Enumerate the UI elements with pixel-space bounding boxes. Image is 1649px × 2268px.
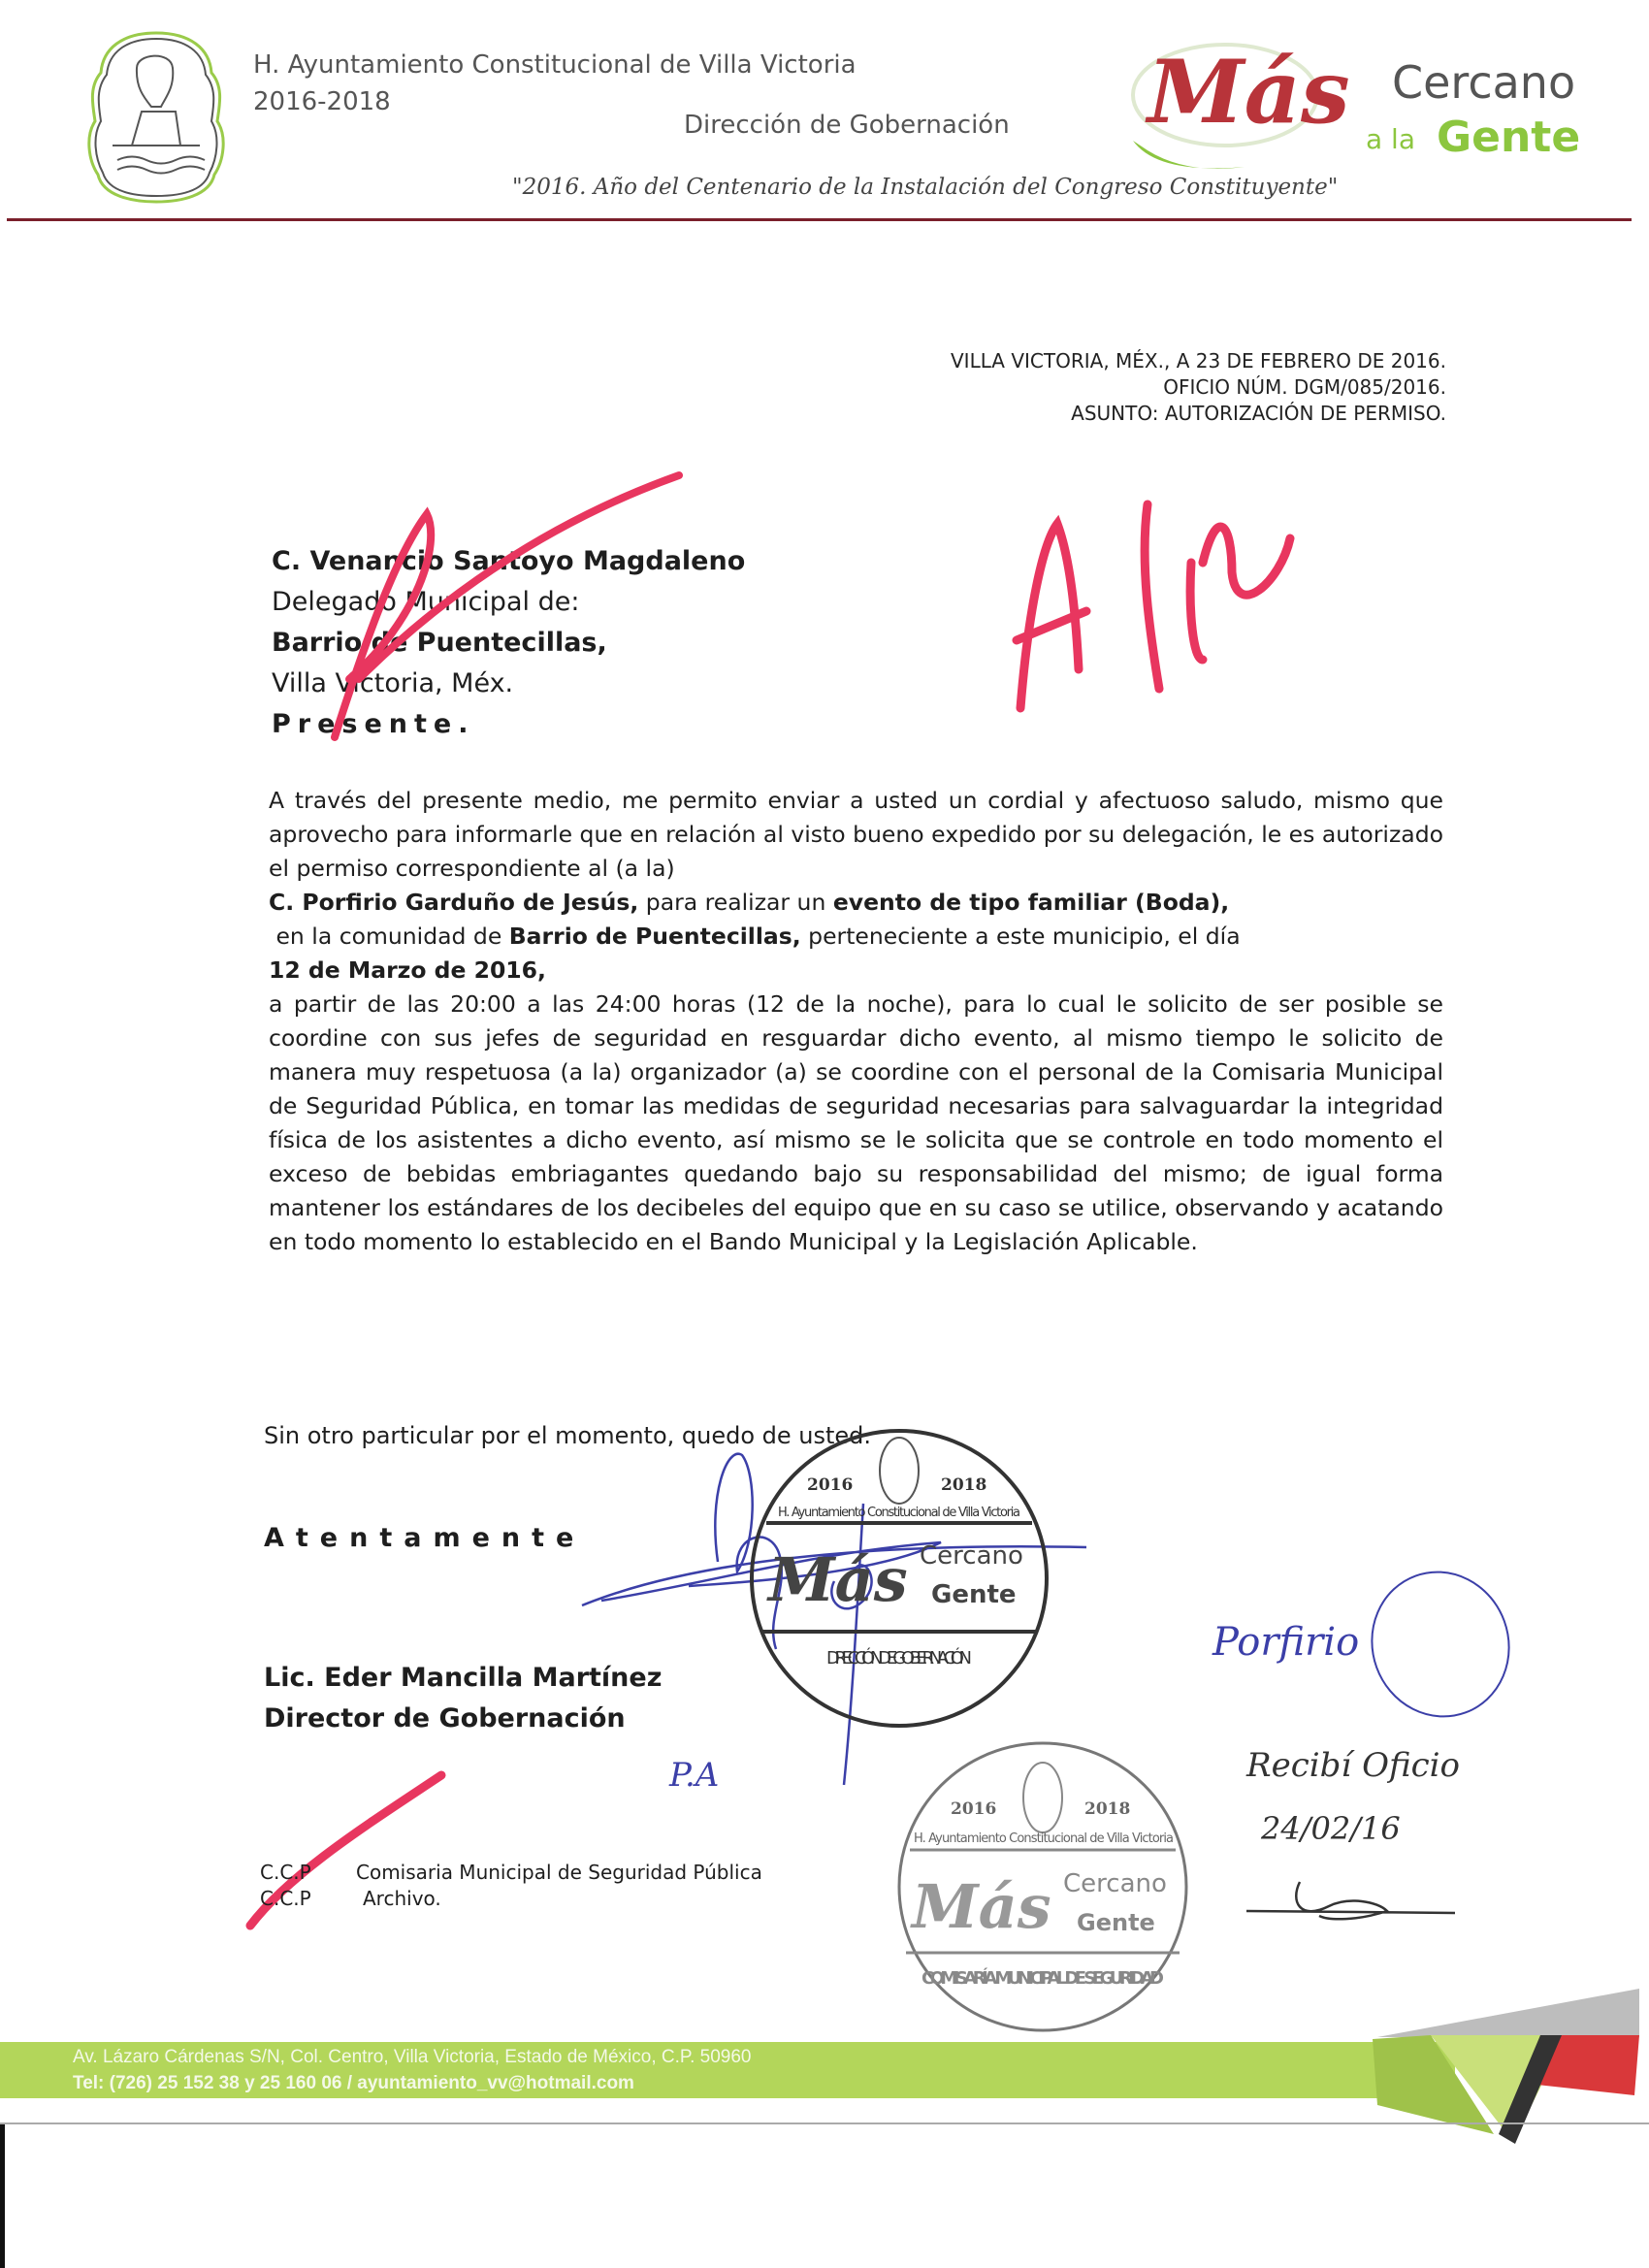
year-motto: "2016. Año del Centenario de la Instalación del Congreso Constituyente" — [512, 175, 1339, 200]
stamp-logo-cercano: Cercano — [920, 1541, 1023, 1571]
body-text: a partir de las 20:00 a las 24:00 horas (12 de la noche), para lo cual le solicito de ser posible se coordine con sus jefes de seguridad en resguardar dicho evento, al mismo tiempo le solicito de manera muy respetuosa (a la) organizador (a) se coordine con el personal de la Comisaria Municipal de Seguridad Pública, en tomar las medidas de seguridad necesarias para salvaguardar la integridad física de los asistentes a dicho evento, así mismo se le solicita que se controle en todo momento el exceso de bebidas embriagantes quedando bajo su responsabilidad del mismo; de igual forma mantener los estándares de los decibeles del equipo que en su caso se utilice, observando y acatando en todo momento lo establecido en el Bando Municipal y la Legislación Aplicable. — [269, 990, 1443, 1255]
addressee-name: C. Venancio Santoyo Magdaleno — [272, 546, 746, 576]
received-note: Recibí Oficio — [1246, 1746, 1461, 1785]
ccp-recipient: Archivo. — [363, 1887, 441, 1910]
body-emphasis: C. Porfirio Garduño de Jesús, — [269, 889, 639, 916]
subject: ASUNTO: AUTORIZACIÓN DE PERMISO. — [1071, 402, 1446, 425]
body-text: A través del presente medio, me permito enviar a usted un cordial y afectuoso saludo, mismo que aprovecho para informarle que en relación al visto bueno expedido por su delegación, le es autorizado el permiso correspondiente al (a la) — [269, 787, 1443, 882]
received-by-name: Porfirio — [1212, 1620, 1360, 1665]
administration-period: 2016-2018 — [253, 87, 391, 116]
footer-decoration — [1261, 1979, 1649, 2115]
body-text: perteneciente a este municipio, el día — [800, 923, 1248, 950]
body-emphasis: Barrio de Puentecillas, — [508, 923, 801, 950]
body-emphasis: evento de tipo familiar (Boda), — [832, 889, 1230, 916]
institution-name: H. Ayuntamiento Constitucional de Villa Victoria — [253, 50, 857, 80]
scan-edge — [0, 2124, 5, 2268]
presente: Presente. — [272, 709, 475, 739]
stamp-year-right: 2018 — [941, 1475, 987, 1495]
per-absence-mark: P.A — [669, 1756, 720, 1795]
addressee-community: Barrio de Puentecillas, — [272, 628, 607, 658]
footer-address: Av. Lázaro Cárdenas S/N, Col. Centro, Villa Victoria, Estado de México, C.P. 50960 — [73, 2047, 752, 2067]
body-text: en la comunidad de — [269, 923, 509, 950]
stamp-logo-mark: Más — [768, 1544, 908, 1615]
stamp-logo-gente: Gente — [1077, 1909, 1155, 1936]
logo-gente: Gente — [1437, 113, 1581, 162]
received-date: 24/02/16 — [1261, 1810, 1401, 1847]
stamp-year-right: 2018 — [1084, 1799, 1131, 1819]
stamp-arc-text: H. Ayuntamiento Constitucional de Villa Victoria — [914, 1831, 1174, 1846]
stamp-bottom-text: COMISARÍA MUNICIPAL DE SEGURIDAD — [922, 1968, 1164, 1989]
stamp-year-left: 2016 — [807, 1475, 854, 1495]
addressee-role: Delegado Municipal de: — [272, 587, 580, 617]
ccp-recipient: Comisaria Municipal de Seguridad Pública — [356, 1861, 762, 1884]
logo-cercano: Cercano — [1392, 56, 1576, 109]
addressee-city: Villa Victoria, Méx. — [272, 668, 514, 698]
stamp-year-left: 2016 — [951, 1799, 997, 1819]
footer-contact: Tel: (726) 25 152 38 y 25 160 06 / ayuntamiento_vv@hotmail.com — [73, 2073, 634, 2093]
atentamente: Atentamente — [264, 1523, 586, 1553]
body-emphasis: 12 de Marzo de 2016, — [269, 956, 546, 984]
closing-line: Sin otro particular por el momento, quedo de usted. — [264, 1422, 872, 1449]
body-text: para realizar un — [638, 889, 833, 916]
logo-a-la: a la — [1366, 123, 1415, 155]
logo-mas: Más — [1148, 41, 1350, 144]
page-edge — [0, 2122, 1649, 2124]
ccp-label: C.C.P — [260, 1861, 311, 1884]
stamp-logo-mark: Más — [912, 1871, 1051, 1942]
place-date: VILLA VICTORIA, MÉX., A 23 DE FEBRERO DE 2016. — [950, 349, 1446, 373]
stamp-bottom-text: DIRECCIÓN DE GOBERNACIÓN — [826, 1648, 972, 1669]
stamp-logo-cercano: Cercano — [1063, 1869, 1167, 1898]
signatory-title: Director de Gobernación — [264, 1703, 626, 1733]
signatory-name: Lic. Eder Mancilla Martínez — [264, 1663, 663, 1693]
ccp-label: C.C.P — [260, 1887, 311, 1910]
department-name: Dirección de Gobernación — [684, 111, 1010, 140]
stamp-arc-text: H. Ayuntamiento Constitucional de Villa Victoria — [778, 1506, 1020, 1520]
stamp-logo-gente: Gente — [931, 1580, 1017, 1609]
oficio-number: OFICIO NÚM. DGM/085/2016. — [1163, 375, 1446, 399]
